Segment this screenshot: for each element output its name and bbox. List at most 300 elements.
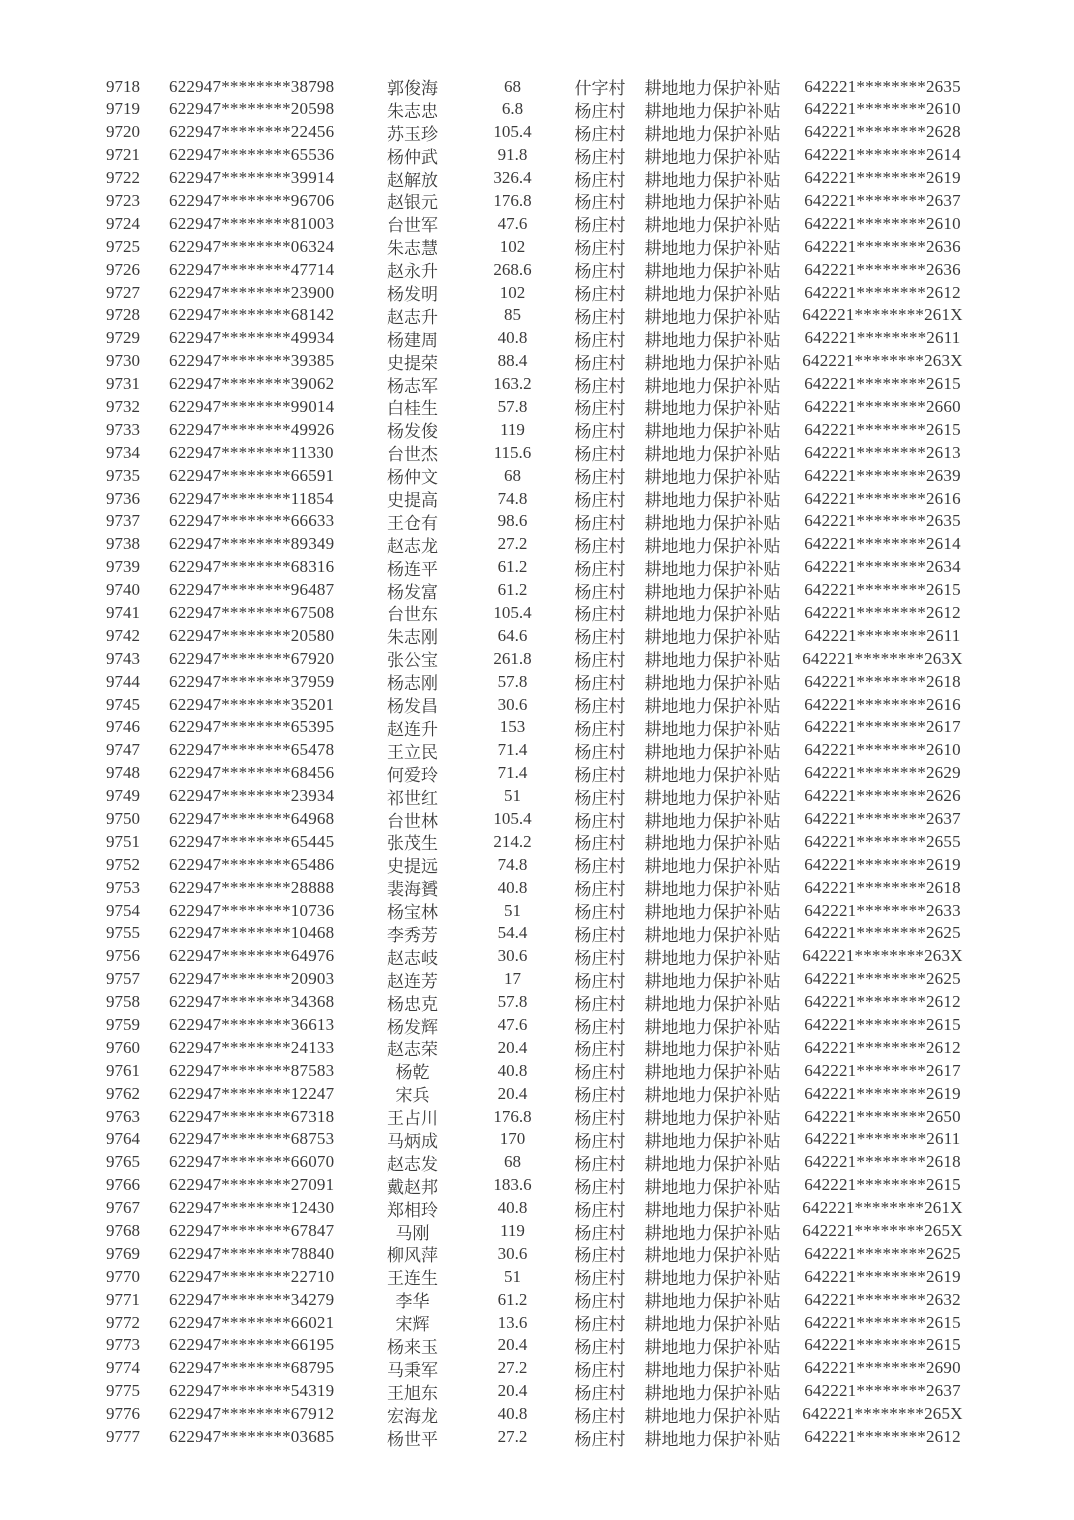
village-cell: 杨庄村 (574, 674, 626, 694)
person-name-cell: 朱志刚 (387, 628, 438, 648)
person-name-cell: 王连生 (387, 1269, 438, 1289)
amount-cell: 68 (504, 76, 521, 96)
amount-cell: 51 (504, 900, 521, 920)
amount-cell: 261.8 (493, 648, 532, 668)
table-row (100, 1173, 975, 1196)
person-name-cell: 王立民 (387, 742, 438, 762)
table-row (100, 166, 975, 189)
account-number-cell: 642221********2625 (804, 1243, 961, 1263)
village-cell: 杨庄村 (574, 742, 626, 762)
subsidy-type-cell: 耕地地力保护补贴 (644, 1131, 781, 1151)
id-number-cell: 622947********49926 (169, 419, 335, 439)
amount-cell: 98.6 (497, 511, 528, 531)
table-row (100, 646, 975, 669)
id-number-cell: 622947********27091 (169, 1175, 335, 1195)
amount-cell: 326.4 (493, 168, 532, 188)
subsidy-type-cell: 耕地地力保护补贴 (644, 239, 781, 259)
row-number-cell: 9743 (106, 648, 140, 668)
subsidy-type-cell: 耕地地力保护补贴 (644, 307, 781, 327)
amount-cell: 119 (500, 1221, 525, 1241)
table-row (100, 1241, 975, 1264)
account-number-cell: 642221********2611 (804, 1129, 961, 1149)
village-cell: 杨庄村 (574, 811, 626, 831)
id-number-cell: 622947********39385 (169, 351, 335, 371)
id-number-cell: 622947********65486 (169, 854, 335, 874)
id-number-cell: 622947********24133 (169, 1037, 335, 1057)
subsidy-table (100, 74, 975, 1447)
account-number-cell: 642221********2614 (804, 145, 961, 165)
row-number-cell: 9738 (106, 534, 140, 554)
account-number-cell: 642221********2615 (804, 580, 961, 600)
subsidy-type-cell: 耕地地力保护补贴 (644, 170, 781, 190)
village-cell: 杨庄村 (574, 719, 626, 739)
row-number-cell: 9775 (106, 1381, 140, 1401)
subsidy-type-cell: 耕地地力保护补贴 (644, 697, 781, 717)
amount-cell: 68 (504, 465, 521, 485)
amount-cell: 51 (504, 786, 521, 806)
subsidy-type-cell: 耕地地力保护补贴 (644, 788, 781, 808)
row-number-cell: 9735 (106, 465, 140, 485)
id-number-cell: 622947********11330 (169, 442, 334, 462)
id-number-cell: 622947********68456 (169, 763, 335, 783)
person-name-cell: 王占川 (387, 1109, 438, 1129)
subsidy-type-cell: 耕地地力保护补贴 (644, 719, 781, 739)
person-name-cell: 杨发昌 (387, 697, 438, 717)
village-cell: 杨庄村 (574, 1383, 626, 1403)
account-number-cell: 642221********2634 (804, 557, 961, 577)
amount-cell: 61.2 (497, 557, 528, 577)
subsidy-type-cell: 耕地地力保护补贴 (644, 262, 781, 282)
village-cell: 杨庄村 (574, 101, 626, 121)
village-cell: 杨庄村 (574, 124, 626, 144)
subsidy-type-cell: 耕地地力保护补贴 (644, 857, 781, 877)
village-cell: 杨庄村 (574, 216, 626, 236)
account-number-cell: 642221********2660 (804, 396, 961, 416)
village-cell: 杨庄村 (574, 628, 626, 648)
amount-cell: 163.2 (493, 374, 532, 394)
amount-cell: 74.8 (497, 488, 528, 508)
village-cell: 杨庄村 (574, 1040, 626, 1060)
row-number-cell: 9759 (106, 1015, 140, 1035)
table-row (100, 1287, 975, 1310)
id-number-cell: 622947********89349 (169, 534, 335, 554)
table-row (100, 921, 975, 944)
subsidy-type-cell: 耕地地力保护补贴 (644, 674, 781, 694)
row-number-cell: 9730 (106, 351, 140, 371)
person-name-cell: 赵连芳 (387, 971, 438, 991)
id-number-cell: 622947********67508 (169, 602, 335, 622)
subsidy-type-cell: 耕地地力保护补贴 (644, 79, 781, 98)
village-cell: 杨庄村 (574, 193, 626, 213)
subsidy-type-cell: 耕地地力保护补贴 (644, 765, 781, 785)
table-row (100, 1150, 975, 1173)
subsidy-type-cell: 耕地地力保护补贴 (644, 285, 781, 305)
row-number-cell: 9747 (106, 740, 140, 760)
table-row (100, 234, 975, 257)
table-row (100, 578, 975, 601)
subsidy-type-cell: 耕地地力保护补贴 (644, 948, 781, 968)
table-row (100, 143, 975, 166)
person-name-cell: 赵志龙 (387, 536, 438, 556)
person-name-cell: 王旭东 (387, 1383, 438, 1403)
person-name-cell: 杨发富 (387, 582, 438, 602)
village-cell: 杨庄村 (574, 536, 626, 556)
table-row (100, 463, 975, 486)
amount-cell: 20.4 (497, 1037, 528, 1057)
amount-cell: 68 (504, 1152, 521, 1172)
account-number-cell: 642221********2618 (804, 1152, 961, 1172)
person-name-cell: 张茂生 (387, 834, 438, 854)
id-number-cell: 622947********66591 (169, 465, 335, 485)
subsidy-type-cell: 耕地地力保护补贴 (644, 1063, 781, 1083)
id-number-cell: 622947********11854 (169, 488, 334, 508)
village-cell: 杨庄村 (574, 605, 626, 625)
account-number-cell: 642221********2632 (804, 1289, 961, 1309)
village-cell: 杨庄村 (574, 1017, 626, 1037)
account-number-cell: 642221********2619 (804, 168, 961, 188)
row-number-cell: 9771 (106, 1289, 140, 1309)
id-number-cell: 622947********68316 (169, 557, 335, 577)
row-number-cell: 9740 (106, 580, 140, 600)
row-number-cell: 9762 (106, 1083, 140, 1103)
amount-cell: 51 (504, 1266, 521, 1286)
amount-cell: 20.4 (497, 1381, 528, 1401)
table-row (100, 394, 975, 417)
row-number-cell: 9745 (106, 694, 140, 714)
amount-cell: 74.8 (497, 854, 528, 874)
amount-cell: 57.8 (497, 671, 528, 691)
id-number-cell: 622947********22456 (169, 122, 335, 142)
village-cell: 杨庄村 (574, 468, 626, 488)
id-number-cell: 622947********12247 (169, 1083, 335, 1103)
account-number-cell: 642221********2615 (804, 1312, 961, 1332)
village-cell: 杨庄村 (574, 834, 626, 854)
table-row (100, 440, 975, 463)
account-number-cell: 642221********2650 (804, 1106, 961, 1126)
account-number-cell: 642221********2626 (804, 786, 961, 806)
account-number-cell: 642221********2636 (804, 259, 961, 279)
table-row (100, 1104, 975, 1127)
subsidy-type-cell: 耕地地力保护补贴 (644, 216, 781, 236)
subsidy-type-cell: 耕地地力保护补贴 (644, 1383, 781, 1403)
person-name-cell: 马刚 (395, 1223, 430, 1243)
table-row (100, 1196, 975, 1219)
amount-cell: 153 (499, 717, 526, 737)
account-number-cell: 642221********2612 (804, 1037, 961, 1057)
person-name-cell: 赵永升 (387, 262, 438, 282)
amount-cell: 105.4 (493, 122, 532, 142)
subsidy-type-cell: 耕地地力保护补贴 (644, 422, 781, 442)
account-number-cell: 642221********2618 (804, 877, 961, 897)
table-row (100, 623, 975, 646)
account-number-cell: 642221********2619 (804, 854, 961, 874)
id-number-cell: 622947********20903 (169, 969, 335, 989)
row-number-cell: 9732 (106, 396, 140, 416)
table-row (100, 898, 975, 921)
row-number-cell: 9753 (106, 877, 140, 897)
account-number-cell: 642221********261X (802, 1198, 963, 1218)
id-number-cell: 622947********06324 (169, 236, 335, 256)
amount-cell: 30.6 (497, 694, 528, 714)
id-number-cell: 622947********12430 (169, 1198, 335, 1218)
id-number-cell: 622947********64976 (169, 946, 335, 966)
account-number-cell: 642221********2610 (804, 740, 961, 760)
person-name-cell: 白桂生 (387, 399, 438, 419)
row-number-cell: 9765 (106, 1152, 140, 1172)
subsidy-type-cell: 耕地地力保护补贴 (644, 1086, 781, 1106)
id-number-cell: 622947********23934 (169, 786, 335, 806)
id-number-cell: 622947********67912 (169, 1404, 335, 1424)
account-number-cell: 642221********2628 (804, 122, 961, 142)
account-number-cell: 642221********2637 (804, 190, 961, 210)
row-number-cell: 9720 (106, 122, 140, 142)
subsidy-type-cell: 耕地地力保护补贴 (644, 330, 781, 350)
row-number-cell: 9763 (106, 1106, 140, 1126)
person-name-cell: 赵解放 (387, 170, 438, 190)
subsidy-type-cell: 耕地地力保护补贴 (644, 1360, 781, 1380)
row-number-cell: 9729 (106, 328, 140, 348)
table-row (100, 280, 975, 303)
village-cell: 杨庄村 (574, 857, 626, 877)
amount-cell: 27.2 (497, 534, 528, 554)
amount-cell: 27.2 (497, 1427, 528, 1447)
subsidy-type-cell: 耕地地力保护补贴 (644, 147, 781, 167)
amount-cell: 20.4 (497, 1335, 528, 1355)
row-number-cell: 9748 (106, 763, 140, 783)
table-row (100, 852, 975, 875)
table-row (100, 738, 975, 761)
table-row (100, 1035, 975, 1058)
row-number-cell: 9751 (106, 831, 140, 851)
row-number-cell: 9768 (106, 1221, 140, 1241)
table-row (100, 1425, 975, 1448)
id-number-cell: 622947********10468 (169, 923, 335, 943)
account-number-cell: 642221********2615 (804, 374, 961, 394)
account-number-cell: 642221********2617 (804, 717, 961, 737)
subsidy-type-cell: 耕地地力保护补贴 (644, 880, 781, 900)
village-cell: 杨庄村 (574, 513, 626, 533)
id-number-cell: 622947********28888 (169, 877, 335, 897)
account-number-cell: 642221********2615 (804, 419, 961, 439)
row-number-cell: 9766 (106, 1175, 140, 1195)
subsidy-type-cell: 耕地地力保护补贴 (644, 834, 781, 854)
id-number-cell: 622947********39062 (169, 374, 335, 394)
subsidy-type-cell: 耕地地力保护补贴 (644, 399, 781, 419)
village-cell: 杨庄村 (574, 445, 626, 465)
person-name-cell: 李华 (395, 1292, 430, 1312)
id-number-cell: 622947********10736 (169, 900, 335, 920)
row-number-cell: 9736 (106, 488, 140, 508)
id-number-cell: 622947********68795 (169, 1358, 335, 1378)
village-cell: 杨庄村 (574, 1086, 626, 1106)
account-number-cell: 642221********263X (802, 351, 963, 371)
subsidy-type-cell: 耕地地力保护补贴 (644, 1269, 781, 1289)
village-cell: 杨庄村 (574, 1131, 626, 1151)
account-number-cell: 642221********2611 (804, 328, 961, 348)
subsidy-type-cell: 耕地地力保护补贴 (644, 628, 781, 648)
village-cell: 杨庄村 (574, 239, 626, 259)
village-cell: 杨庄村 (574, 1337, 626, 1357)
village-cell: 杨庄村 (574, 1109, 626, 1129)
id-number-cell: 622947********20580 (169, 625, 335, 645)
row-number-cell: 9728 (106, 305, 140, 325)
id-number-cell: 622947********67847 (169, 1221, 335, 1241)
id-number-cell: 622947********65478 (169, 740, 335, 760)
table-row (100, 669, 975, 692)
village-cell: 杨庄村 (574, 1429, 626, 1449)
amount-cell: 61.2 (497, 1289, 528, 1309)
person-name-cell: 祁世红 (387, 788, 438, 808)
person-name-cell: 杨乾 (395, 1063, 430, 1083)
amount-cell: 102 (499, 236, 526, 256)
subsidy-type-cell: 耕地地力保护补贴 (644, 1200, 781, 1220)
row-number-cell: 9737 (106, 511, 140, 531)
row-number-cell: 9777 (106, 1427, 140, 1447)
table-row (100, 784, 975, 807)
row-number-cell: 9764 (106, 1129, 140, 1149)
person-name-cell: 杨宝林 (387, 903, 438, 923)
amount-cell: 40.8 (497, 1060, 528, 1080)
id-number-cell: 622947********35201 (169, 694, 335, 714)
amount-cell: 27.2 (497, 1358, 528, 1378)
account-number-cell: 642221********2616 (804, 488, 961, 508)
amount-cell: 105.4 (493, 809, 532, 828)
table-row (100, 1219, 975, 1242)
table-row (100, 1379, 975, 1402)
subsidy-type-cell: 耕地地力保护补贴 (644, 903, 781, 923)
row-number-cell: 9761 (106, 1060, 140, 1080)
row-number-cell: 9755 (106, 923, 140, 943)
village-cell: 杨庄村 (574, 1200, 626, 1220)
account-number-cell: 642221********2613 (804, 442, 961, 462)
row-number-cell: 9726 (106, 259, 140, 279)
row-number-cell: 9731 (106, 374, 140, 394)
subsidy-type-cell: 耕地地力保护补贴 (644, 1292, 781, 1312)
person-name-cell: 赵志升 (387, 307, 438, 327)
id-number-cell: 622947********99014 (169, 396, 335, 416)
person-name-cell: 杨发辉 (387, 1017, 438, 1037)
id-number-cell: 622947********64968 (169, 809, 335, 828)
amount-cell: 40.8 (497, 877, 528, 897)
table-row (100, 74, 975, 97)
table-row (100, 829, 975, 852)
subsidy-type-cell: 耕地地力保护补贴 (644, 1040, 781, 1060)
id-number-cell: 622947********49934 (169, 328, 335, 348)
subsidy-type-cell: 耕地地力保护补贴 (644, 491, 781, 511)
person-name-cell: 赵志发 (387, 1154, 438, 1174)
person-name-cell: 台世林 (387, 811, 438, 831)
row-number-cell: 9721 (106, 145, 140, 165)
subsidy-type-cell: 耕地地力保护补贴 (644, 445, 781, 465)
person-name-cell: 杨来玉 (387, 1337, 438, 1357)
account-number-cell: 642221********2619 (804, 1083, 961, 1103)
person-name-cell: 郭俊海 (387, 79, 438, 98)
village-cell: 杨庄村 (574, 788, 626, 808)
table-row (100, 1013, 975, 1036)
amount-cell: 30.6 (497, 946, 528, 966)
village-cell: 杨庄村 (574, 697, 626, 717)
subsidy-type-cell: 耕地地力保护补贴 (644, 1406, 781, 1426)
amount-cell: 30.6 (497, 1243, 528, 1263)
person-name-cell: 台世东 (387, 605, 438, 625)
table-row (100, 188, 975, 211)
table-row (100, 1264, 975, 1287)
subsidy-type-cell: 耕地地力保护补贴 (644, 1017, 781, 1037)
id-number-cell: 622947********96706 (169, 190, 335, 210)
village-cell: 杨庄村 (574, 285, 626, 305)
subsidy-type-cell: 耕地地力保护补贴 (644, 468, 781, 488)
amount-cell: 57.8 (497, 396, 528, 416)
row-number-cell: 9750 (106, 809, 140, 828)
table-row (100, 555, 975, 578)
row-number-cell: 9770 (106, 1266, 140, 1286)
account-number-cell: 642221********263X (802, 946, 963, 966)
amount-cell: 176.8 (493, 190, 532, 210)
account-number-cell: 642221********2618 (804, 671, 961, 691)
account-number-cell: 642221********2629 (804, 763, 961, 783)
row-number-cell: 9746 (106, 717, 140, 737)
person-name-cell: 苏玉珍 (387, 124, 438, 144)
village-cell: 杨庄村 (574, 1177, 626, 1197)
village-cell: 杨庄村 (574, 948, 626, 968)
account-number-cell: 642221********2636 (804, 236, 961, 256)
id-number-cell: 622947********20598 (169, 99, 335, 119)
person-name-cell: 赵志岐 (387, 948, 438, 968)
table-row (100, 1058, 975, 1081)
amount-cell: 214.2 (493, 831, 532, 851)
row-number-cell: 9718 (106, 76, 140, 96)
village-cell: 杨庄村 (574, 1063, 626, 1083)
table-row (100, 303, 975, 326)
village-cell: 杨庄村 (574, 994, 626, 1014)
subsidy-type-cell: 耕地地力保护补贴 (644, 193, 781, 213)
village-cell: 杨庄村 (574, 330, 626, 350)
id-number-cell: 622947********36613 (169, 1015, 335, 1035)
amount-cell: 40.8 (497, 1198, 528, 1218)
id-number-cell: 622947********81003 (169, 213, 335, 233)
person-name-cell: 杨忠克 (387, 994, 438, 1014)
person-name-cell: 杨志刚 (387, 674, 438, 694)
id-number-cell: 622947********65395 (169, 717, 335, 737)
account-number-cell: 642221********263X (802, 648, 963, 668)
subsidy-type-cell: 耕地地力保护补贴 (644, 971, 781, 991)
village-cell: 杨庄村 (574, 559, 626, 579)
account-number-cell: 642221********2617 (804, 1060, 961, 1080)
person-name-cell: 杨世平 (387, 1429, 438, 1449)
subsidy-type-cell: 耕地地力保护补贴 (644, 1223, 781, 1243)
account-number-cell: 642221********265X (802, 1404, 963, 1424)
account-number-cell: 642221********2639 (804, 465, 961, 485)
table-row (100, 120, 975, 143)
table-row (100, 715, 975, 738)
account-number-cell: 642221********2614 (804, 534, 961, 554)
person-name-cell: 杨建周 (387, 330, 438, 350)
village-cell: 杨庄村 (574, 651, 626, 671)
village-cell: 杨庄村 (574, 399, 626, 419)
village-cell: 杨庄村 (574, 376, 626, 396)
person-name-cell: 赵连升 (387, 719, 438, 739)
person-name-cell: 杨连平 (387, 559, 438, 579)
table-row (100, 97, 975, 120)
table-row (100, 1310, 975, 1333)
village-cell: 杨庄村 (574, 1246, 626, 1266)
subsidy-type-cell: 耕地地力保护补贴 (644, 925, 781, 945)
person-name-cell: 李秀芳 (387, 925, 438, 945)
account-number-cell: 642221********2610 (804, 213, 961, 233)
amount-cell: 13.6 (497, 1312, 528, 1332)
account-number-cell: 642221********2637 (804, 809, 961, 828)
row-number-cell: 9756 (106, 946, 140, 966)
